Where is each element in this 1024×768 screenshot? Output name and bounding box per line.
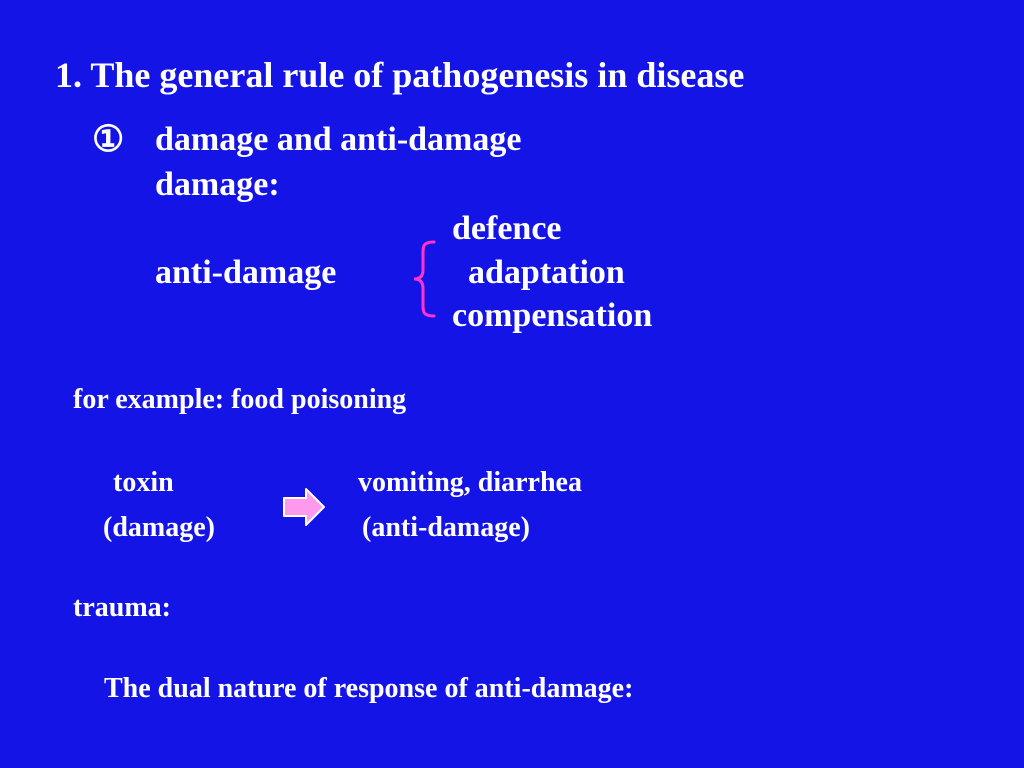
response-adaptation: adaptation [468, 254, 625, 291]
response-defence: defence [452, 210, 562, 247]
effect-text: vomiting, diarrhea [358, 467, 582, 498]
section-heading: damage and anti-damage [155, 121, 522, 158]
right-arrow-icon [282, 487, 326, 527]
circled-number-marker: ① [92, 119, 125, 159]
cause-role: (damage) [103, 512, 215, 543]
anti-damage-label: anti-damage [155, 254, 337, 291]
damage-label: damage: [155, 166, 280, 203]
cause-text: toxin [113, 467, 174, 498]
trauma-label: trauma: [73, 592, 171, 623]
example-label: for example: food poisoning [73, 384, 407, 415]
curly-brace-icon [410, 240, 438, 318]
dual-nature-text: The dual nature of response of anti-damage: [104, 673, 634, 704]
slide-title: 1. The general rule of pathogenesis in disease [55, 55, 745, 95]
effect-role: (anti-damage) [362, 512, 530, 543]
response-compensation: compensation [452, 297, 653, 334]
